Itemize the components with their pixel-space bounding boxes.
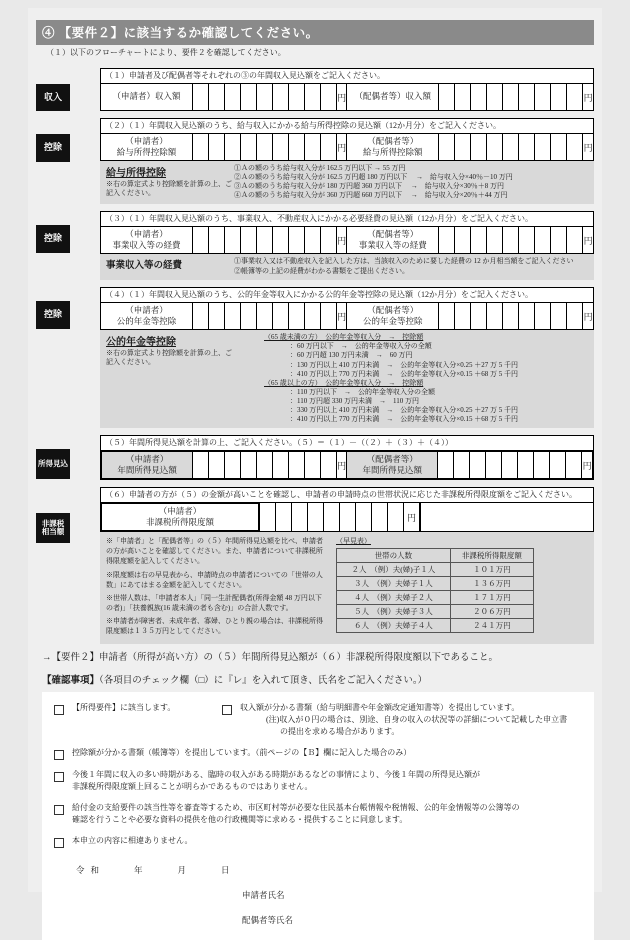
- digit-cell[interactable]: [209, 134, 225, 160]
- salary-deduction-note-left: [106, 164, 234, 200]
- digit-cell[interactable]: [438, 452, 454, 478]
- digit-cell[interactable]: [519, 303, 535, 329]
- digit-cell[interactable]: [321, 303, 337, 329]
- digit-cell[interactable]: [273, 452, 289, 478]
- signature-block: [54, 864, 582, 926]
- digit-cell[interactable]: [241, 134, 257, 160]
- checklist-label: 給付金の支給要件の該当性等を審査等するため、市区町村等が必要な住民基本台帳情報や税情報、公的年金情報等の公簿等の: [72, 803, 520, 813]
- digit-cell[interactable]: [487, 303, 503, 329]
- pension-rule: ：110 万円以下 → 公的年金等収入分の全額: [290, 387, 435, 396]
- digit-cell[interactable]: [567, 227, 583, 253]
- digit-cell[interactable]: [305, 84, 321, 110]
- checklist-label-group: [72, 769, 582, 793]
- digit-cell[interactable]: [503, 227, 519, 253]
- applicant-estimate-label: （申請者） 年間所得見込額: [102, 452, 193, 478]
- digit-cell[interactable]: [551, 84, 567, 110]
- table-row: [337, 591, 534, 605]
- checkbox-income-requirement[interactable]: [54, 705, 64, 715]
- section-income-estimate: [38, 435, 594, 480]
- cell-household: ６人 （例）夫婦子４人: [337, 619, 451, 633]
- checklist-panel: [42, 692, 594, 940]
- requirement2-conclusion: →【要件２】申請者（所得が高い方）の（５）年間所得見込額が（６）非課税所得限度額以下であること。: [42, 653, 499, 664]
- digit-cell[interactable]: [471, 303, 487, 329]
- applicant-salary-ded-digits[interactable]: [193, 134, 337, 160]
- applicant-exempt-yen: 円: [404, 503, 421, 531]
- digit-cell[interactable]: [340, 503, 356, 531]
- digit-cell[interactable]: [257, 84, 273, 110]
- pension-rule: ：60 万円以下 → 公的年金等収入分の全額: [290, 342, 432, 351]
- digit-cell[interactable]: [257, 452, 273, 478]
- digit-cell[interactable]: [289, 134, 305, 160]
- pension-rule: ：330 万円以上 410 万円未満 → 公的年金等収入分×0.25 ＋27 万 5 千円: [290, 406, 518, 414]
- digit-cell[interactable]: [321, 227, 337, 253]
- digit-cell[interactable]: [503, 134, 519, 160]
- digit-cell[interactable]: [225, 134, 241, 160]
- digit-cell[interactable]: [471, 84, 487, 110]
- digit-cell[interactable]: [292, 503, 308, 531]
- checklist-label: 収入額が分かる書類（給与明細書や年金額改定通知書等）を提出しています。: [240, 703, 520, 713]
- digit-cell[interactable]: [455, 84, 471, 110]
- section-salary-row: [100, 133, 594, 161]
- spouse-business-exp-label: （配偶者等） 事業収入等の経費: [347, 227, 439, 253]
- digit-cell[interactable]: [305, 303, 321, 329]
- digit-cell[interactable]: [260, 503, 276, 531]
- digit-cell[interactable]: [324, 503, 340, 531]
- side-tag-income: 収入: [36, 84, 70, 111]
- quick-reference-table: [336, 548, 534, 633]
- digit-cell[interactable]: [273, 84, 289, 110]
- checklist-row[interactable]: [54, 747, 582, 760]
- pension-deduction-note-title: 公的年金等控除: [106, 337, 176, 349]
- checklist-row[interactable]: [54, 769, 582, 793]
- business-expense-line: ②帳簿等の上記の経費がわかる書類をご提出ください。: [234, 266, 409, 275]
- digit-cell[interactable]: [305, 452, 321, 478]
- digit-cell[interactable]: [439, 84, 455, 110]
- digit-cell[interactable]: [193, 84, 209, 110]
- digit-cell[interactable]: [455, 227, 471, 253]
- applicant-pension-ded-digits[interactable]: [193, 303, 337, 329]
- checkbox-declaration-true[interactable]: [54, 838, 64, 848]
- digit-cell[interactable]: [225, 84, 241, 110]
- table-row: [337, 577, 534, 591]
- cell-limit: １０１万円: [450, 563, 533, 577]
- salary-rule: ②Ａの額のうち給与収入分が 162.5 万円超 180 万円以下 → 給与収入分×40％－10 万円: [234, 173, 513, 182]
- digit-cell[interactable]: [372, 503, 388, 531]
- digit-cell[interactable]: [193, 303, 209, 329]
- col-exempt-limit: 非課税所得限度額: [450, 549, 533, 563]
- digit-cell[interactable]: [519, 84, 535, 110]
- pension-rule: ：410 万円以上 770 万円未満 → 公的年金等収入分×0.15 ＋68 万 5 千円: [290, 415, 518, 424]
- digit-cell[interactable]: [535, 227, 551, 253]
- digit-cell[interactable]: [455, 303, 471, 329]
- checklist-subnote: の提出を求める場合があります。: [280, 727, 400, 737]
- pension-rule: ：410 万円以上 770 万円未満 → 公的年金等収入分×0.15 ＋68 万 5 千円: [290, 369, 518, 378]
- pension-over65-head: （65 歳以上の方） 公的年金等収入分 → 控除額: [264, 378, 424, 387]
- checklist-label: 本申立の内容に相違ありません。: [72, 836, 193, 846]
- checklist-label-group: [72, 802, 582, 826]
- section6-note: ※「申請者」と「配偶者等」の（５）年間所得見込額を比べ、申請者の方が高いことを確認してください。また、申請者について非課税所得限度額を記入してください。: [106, 537, 323, 566]
- checklist-item-income-requirement[interactable]: [54, 702, 222, 738]
- form-page: [28, 8, 602, 926]
- pension-deduction-note-sub: ※右の算定式より控除額を計算の上、ご記入ください。: [106, 349, 232, 366]
- applicant-business-exp-yen: 円: [337, 227, 347, 253]
- applicant-exempt-label: （申請者） 非課税所得限度額: [100, 502, 260, 532]
- digit-cell[interactable]: [209, 452, 225, 478]
- digit-cell[interactable]: [289, 84, 305, 110]
- quick-table-caption: （早見表）: [336, 537, 371, 546]
- digit-cell[interactable]: [321, 84, 337, 110]
- digit-cell[interactable]: [519, 227, 535, 253]
- checklist-label-line2: 確認を行うことや必要な資料の提供を他の行政機関等に求める・提供することに同意します。: [72, 815, 408, 825]
- salary-rule: ③Ａの額のうち給与収入分が 180 万円超 360 万円以下 → 給与収入分×30％＋8 万円: [234, 182, 504, 191]
- applicant-income-label: （申請者）収入額: [101, 84, 193, 110]
- digit-cell[interactable]: [273, 134, 289, 160]
- digit-cell[interactable]: [519, 134, 535, 160]
- section-business-row: [100, 226, 594, 254]
- page-subtitle: （１）以下のフローチャートにより、要件２を確認してください。: [46, 48, 286, 57]
- digit-cell[interactable]: [308, 503, 324, 531]
- checklist-label: 控除額が分かる書類（帳簿等）を提出しています。（前ページの【Ｂ】欄に記入した場合のみ）: [72, 748, 412, 758]
- applicant-name-line[interactable]: 申請者氏名: [242, 890, 285, 901]
- cell-limit: ２４１万円: [450, 619, 533, 633]
- spouse-income-digits[interactable]: [439, 84, 583, 110]
- digit-cell[interactable]: [551, 227, 567, 253]
- salary-deduction-note-sub: ※右の算定式より控除額を計算の上、ご記入ください。: [106, 180, 232, 197]
- pension-under65-head: （65 歳未満の方） 公的年金等収入分 → 控除額: [264, 333, 424, 342]
- section6-notes-text: [106, 536, 328, 639]
- digit-cell[interactable]: [567, 84, 583, 110]
- digit-cell[interactable]: [273, 303, 289, 329]
- section-estimate-title: （５）年間所得見込額を計算の上、ご記入ください。（５）＝（１）－（（２）＋（３）＋（４））: [100, 435, 594, 450]
- digit-cell[interactable]: [535, 303, 551, 329]
- digit-cell[interactable]: [289, 303, 305, 329]
- digit-cell[interactable]: [321, 452, 337, 478]
- digit-cell[interactable]: [535, 134, 551, 160]
- pension-rule: ：60 万円超 130 万円未満 → 60 万円: [290, 351, 413, 360]
- digit-cell[interactable]: [193, 452, 209, 478]
- digit-cell[interactable]: [487, 84, 503, 110]
- business-expense-note-title: 事業収入等の経費: [106, 261, 183, 272]
- pension-rule: ：130 万円以上 410 万円未満 → 公的年金等収入分×0.25 ＋27 万 5 千円: [290, 360, 518, 369]
- side-tag-tax-exempt: [36, 513, 70, 543]
- spouse-estimate-digits[interactable]: [438, 452, 582, 478]
- table-row: [337, 563, 534, 577]
- confirmation-heading-main: 【確認事項】: [42, 676, 100, 687]
- section-business-expense: [43, 211, 594, 254]
- cell-limit: １３６万円: [450, 577, 533, 591]
- digit-cell[interactable]: [471, 227, 487, 253]
- digit-cell[interactable]: [486, 452, 502, 478]
- applicant-business-exp-digits[interactable]: [193, 227, 337, 253]
- spouse-business-exp-yen: 円: [583, 235, 593, 246]
- applicant-estimate-digits[interactable]: [193, 452, 337, 478]
- table-row: [337, 619, 534, 633]
- checkbox-no-extra-income[interactable]: [54, 772, 64, 782]
- confirmation-heading: [42, 672, 594, 686]
- digit-cell[interactable]: [455, 134, 471, 160]
- digit-cell[interactable]: [535, 84, 551, 110]
- digit-cell[interactable]: [439, 303, 455, 329]
- exempt-empty-area: [421, 503, 593, 531]
- digit-cell[interactable]: [305, 134, 321, 160]
- checklist-row[interactable]: [54, 835, 582, 848]
- checklist-label-group: [240, 702, 582, 738]
- digit-cell[interactable]: [257, 303, 273, 329]
- digit-cell[interactable]: [305, 227, 321, 253]
- checklist-label: 【所得要件】に該当します。: [72, 703, 176, 713]
- section-exempt-title: （６）申請者の方が（５）の金額が高いことを確認し、申請者の申請時点の世帯状況に応じた非課税所得限度額をご記入ください。: [100, 487, 594, 502]
- side-tag-deduction-pension: 控除: [36, 301, 70, 329]
- salary-deduction-note: [100, 161, 594, 204]
- section-pension-row: [100, 302, 594, 330]
- date-line[interactable]: 令和 年 月 日: [76, 865, 236, 876]
- digit-cell[interactable]: [209, 227, 225, 253]
- digit-cell[interactable]: [566, 452, 582, 478]
- spouse-pension-ded-yen: 円: [583, 311, 593, 322]
- spouse-salary-ded-yen: 円: [583, 142, 593, 153]
- section-business-title: （３）（１）年間収入見込額のうち、事業収入、不動産収入にかかる必要経費の見込額（12か月分）をご記入ください。: [100, 211, 594, 226]
- cell-household: ３人 （例）夫婦子１人: [337, 577, 451, 591]
- checklist-label-line2: 非課税所得限度額上回ることが明らかであるものではありません。: [72, 782, 313, 792]
- digit-cell[interactable]: [209, 303, 225, 329]
- cell-household: ５人 （例）夫婦子３人: [337, 605, 451, 619]
- digit-cell[interactable]: [241, 227, 257, 253]
- digit-cell[interactable]: [225, 303, 241, 329]
- digit-cell[interactable]: [518, 452, 534, 478]
- digit-cell[interactable]: [289, 227, 305, 253]
- pension-deduction-note: [100, 330, 594, 428]
- salary-rule: ④Ａの額のうち給与収入分が 360 万円超 660 万円以下 → 給与収入分×20％＋44 万円: [234, 191, 508, 200]
- digit-cell[interactable]: [534, 452, 550, 478]
- cell-limit: ２０６万円: [450, 605, 533, 619]
- digit-cell[interactable]: [225, 227, 241, 253]
- digit-cell[interactable]: [257, 134, 273, 160]
- section-income: [43, 68, 594, 111]
- page-title: ④ 【要件２】に該当するか確認してください。: [36, 20, 594, 45]
- digit-cell[interactable]: [567, 303, 583, 329]
- section-income-row: [100, 83, 594, 111]
- digit-cell[interactable]: [225, 452, 241, 478]
- digit-cell[interactable]: [502, 452, 518, 478]
- section6-notes: [100, 532, 594, 644]
- digit-cell[interactable]: [503, 303, 519, 329]
- section-tax-exempt-limit: [41, 487, 594, 537]
- digit-cell[interactable]: [439, 227, 455, 253]
- checklist-label: 今後１年間に収入の多い時期がある、臨時の収入がある時期があるなどの事情により、今後１年間の所得見込額が: [72, 770, 480, 780]
- applicant-exempt-digits[interactable]: [260, 503, 404, 531]
- applicant-income-digits[interactable]: [193, 84, 337, 110]
- confirmation-heading-rest: （各項目のチェック欄（□）に『レ』を入れて頂き、氏名をご記入ください。）: [99, 676, 428, 687]
- cell-household: ４人 （例）夫婦子２人: [337, 591, 451, 605]
- spouse-pension-ded-digits[interactable]: [439, 303, 583, 329]
- spouse-salary-ded-label: （配偶者等） 給与所得控除額: [347, 134, 439, 160]
- digit-cell[interactable]: [439, 134, 455, 160]
- checklist-row[interactable]: [54, 802, 582, 826]
- side-tag-line2: 相当額: [41, 527, 65, 537]
- digit-cell[interactable]: [550, 452, 566, 478]
- cell-household: ２人 （例）夫(婦)子１人: [337, 563, 451, 577]
- applicant-salary-ded-yen: 円: [337, 134, 347, 160]
- digit-cell[interactable]: [567, 134, 583, 160]
- section-exempt-row: [100, 502, 594, 532]
- quick-reference: [328, 536, 590, 639]
- side-tag-line1: 非課税: [41, 518, 65, 528]
- col-household-size: 世帯の人数: [337, 549, 451, 563]
- applicant-pension-ded-label: （申請者） 公的年金等控除: [101, 303, 193, 329]
- digit-cell[interactable]: [388, 503, 404, 531]
- digit-cell[interactable]: [321, 134, 337, 160]
- section6-note: ※申請者が障害者、未成年者、寡婦、ひとり親の場合は、非課税所得限度額は１３５万円としてください。: [106, 617, 323, 636]
- digit-cell[interactable]: [551, 303, 567, 329]
- side-tag-deduction-business: 控除: [36, 225, 70, 253]
- checklist-item-income-docs[interactable]: [222, 702, 582, 738]
- section-pension-deduction: [43, 287, 594, 330]
- spouse-pension-ded-label: （配偶者等） 公的年金等控除: [347, 303, 439, 329]
- digit-cell[interactable]: [289, 452, 305, 478]
- digit-cell[interactable]: [551, 134, 567, 160]
- digit-cell[interactable]: [454, 452, 470, 478]
- digit-cell[interactable]: [487, 134, 503, 160]
- section6-note: ※世帯人数は、「申請者本人」「同一生計配偶者(所得金額 48 万円以下の者)」「扶養親族(16 歳未満の者も含む)」の合計人数です。: [106, 593, 322, 613]
- checklist-subnote: (注)収入が０円の場合は、別途、自身の収入の状況等の詳細について記載した申立書: [266, 715, 568, 725]
- digit-cell[interactable]: [241, 84, 257, 110]
- applicant-estimate-yen: 円: [337, 452, 347, 478]
- applicant-business-exp-label: （申請者） 事業収入等の経費: [101, 227, 193, 253]
- side-tag-income-estimate: 所得見込: [36, 449, 70, 479]
- digit-cell[interactable]: [257, 227, 273, 253]
- digit-cell[interactable]: [470, 452, 486, 478]
- spouse-income-yen: 円: [583, 92, 593, 103]
- applicant-pension-ded-yen: 円: [337, 303, 347, 329]
- section-pension-title: （４）（１）年間収入見込額のうち、公的年金等収入にかかる公的年金等控除の見込額（12か月分）をご記入ください。: [100, 287, 594, 302]
- pension-deduction-note-left: [106, 333, 234, 424]
- section-income-title: （１）申請者及び配偶者等それぞれの③の年間収入見込額をご記入ください。: [100, 68, 594, 83]
- salary-rule: ①Ａの額のうち給与収入分が 162.5 万円以下 → 55 万円: [234, 164, 406, 172]
- digit-cell[interactable]: [503, 84, 519, 110]
- checklist-row: [54, 702, 582, 738]
- digit-cell[interactable]: [241, 452, 257, 478]
- section-estimate-row: [100, 450, 594, 480]
- business-expense-note: [100, 254, 594, 280]
- cell-limit: １７１万円: [450, 591, 533, 605]
- checkbox-consent-info-sharing[interactable]: [54, 805, 64, 815]
- spouse-estimate-label: （配偶者等） 年間所得見込額: [347, 452, 438, 478]
- spouse-estimate-yen: 円: [582, 460, 592, 471]
- section-salary-deduction: [43, 118, 594, 161]
- table-header-row: [337, 549, 534, 563]
- digit-cell[interactable]: [241, 303, 257, 329]
- spouse-salary-ded-digits[interactable]: [439, 134, 583, 160]
- digit-cell[interactable]: [487, 227, 503, 253]
- applicant-income-yen: 円: [337, 84, 347, 110]
- digit-cell[interactable]: [273, 227, 289, 253]
- digit-cell[interactable]: [209, 84, 225, 110]
- salary-deduction-rules: [234, 164, 590, 200]
- digit-cell[interactable]: [193, 134, 209, 160]
- side-tag-deduction-salary: 控除: [36, 134, 70, 162]
- digit-cell[interactable]: [276, 503, 292, 531]
- checkbox-deduction-docs[interactable]: [54, 750, 64, 760]
- table-row: [337, 605, 534, 619]
- spouse-income-label: （配偶者等）収入額: [347, 84, 439, 110]
- section-salary-title: （２）（１）年間収入見込額のうち、給与収入にかかる給与所得控除の見込額（12か月分）をご記入ください。: [100, 118, 594, 133]
- spouse-business-exp-digits[interactable]: [439, 227, 583, 253]
- applicant-salary-ded-label: （申請者） 給与所得控除額: [101, 134, 193, 160]
- digit-cell[interactable]: [193, 227, 209, 253]
- salary-deduction-note-title: 給与所得控除: [106, 168, 166, 179]
- business-expense-line: ①事業収入又は不動産収入を記入した方は、当該収入のために要した経費の 12 か月相当額をご記入ください: [234, 257, 574, 266]
- pension-rule: ：110 万円超 330 万円未満 → 110 万円: [290, 396, 419, 405]
- pension-deduction-rules: [234, 333, 590, 424]
- checkbox-income-docs[interactable]: [222, 705, 232, 715]
- business-expense-note-body: [234, 257, 590, 276]
- digit-cell[interactable]: [356, 503, 372, 531]
- section6-note: ※限度額は右の早見表から、申請時点の申請者についての「世帯の人数」にあてはまる金額を記入してください。: [106, 570, 323, 589]
- digit-cell[interactable]: [471, 134, 487, 160]
- spouse-name-line[interactable]: 配偶者等氏名: [242, 915, 294, 926]
